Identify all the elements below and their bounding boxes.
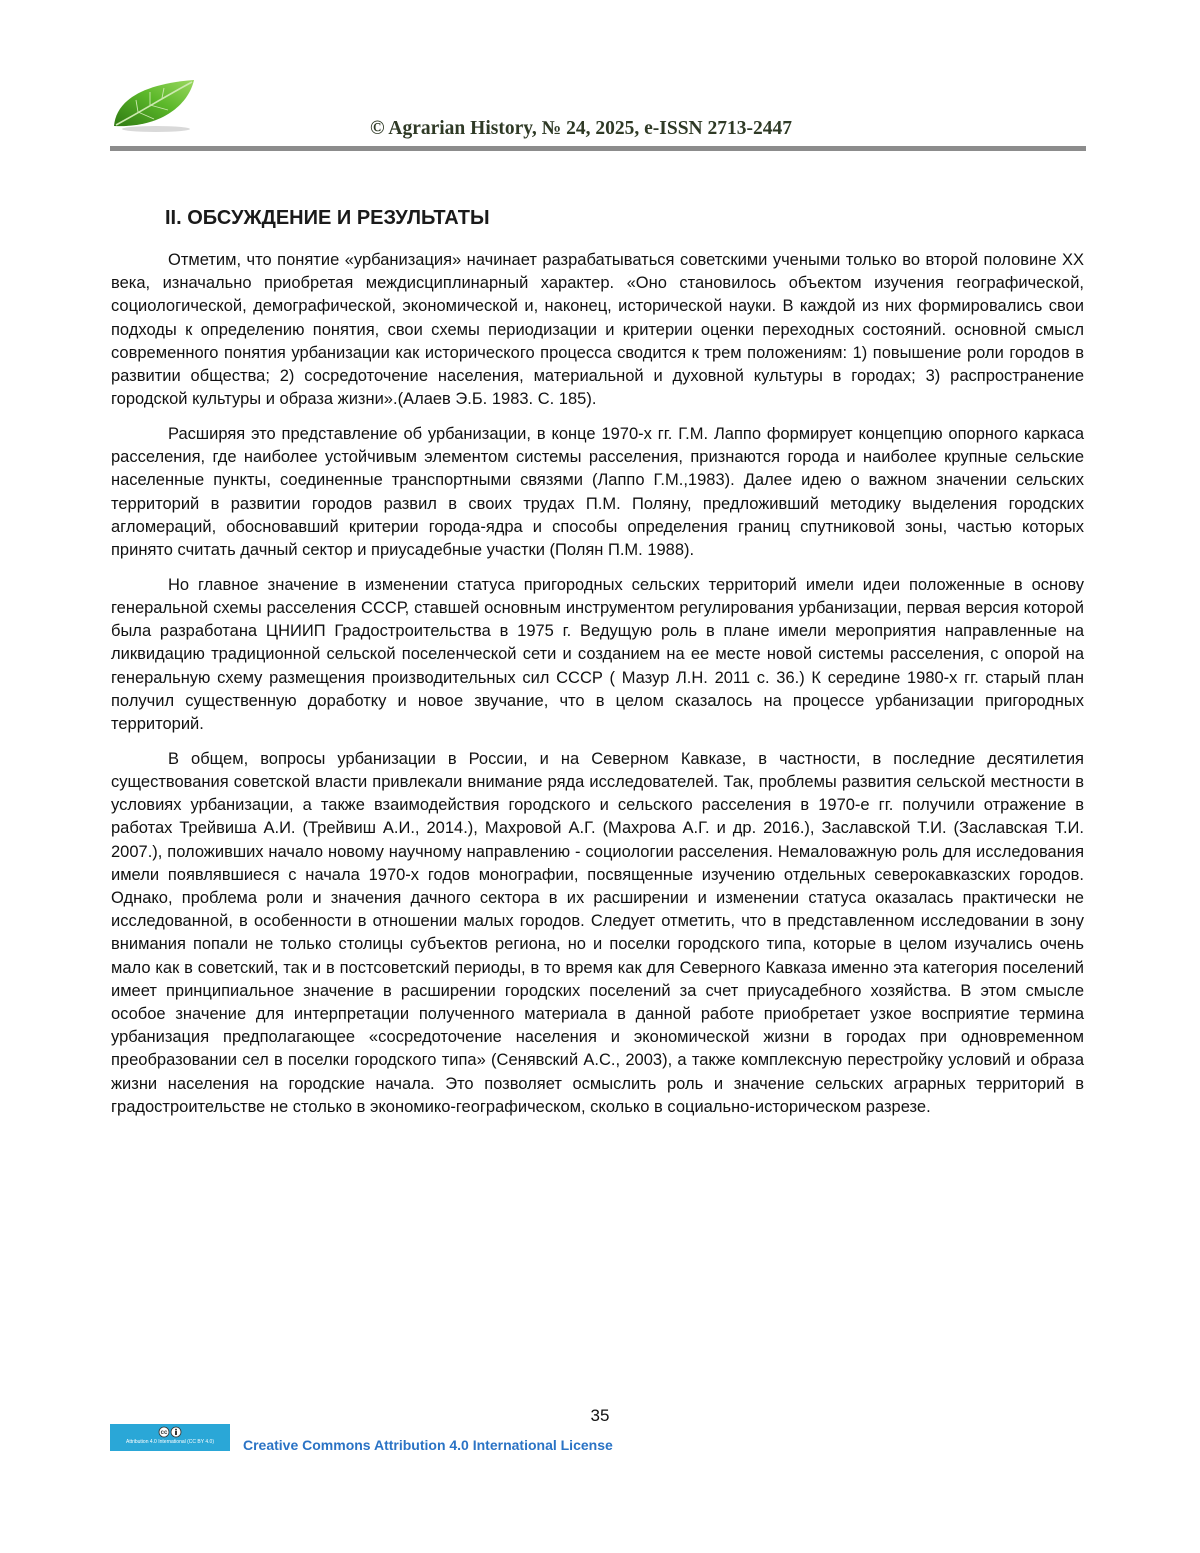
paragraph: Но главное значение в изменении статуса пригородных сельских территорий имели идеи положенные в основу генеральной схемы расселения СССР, ставшей основным инструментом регулирования урбанизации, первая версия которой была разработана ЦНИИП Градостроительства в 1975 г. Ведущую роль в плане имели мероприятия направленные на ликвидацию традиционной сельской поселенческой сети и созданием на ее месте новой системы расселения, с опорой на генеральную схему размещения производительных сил СССР ( Мазур Л.Н. 2011 с. 36.) К середине 1980-х гг. старый план получил существенную доработку и новое звучание, что в целом сказалось на процессе урбанизации пригородных территорий. [111,575,1084,734]
paragraph: Отметим, что понятие «урбанизация» начинает разрабатываться советскими учеными только во второй половине XX века, изначально приобретая междисциплинарный характер. «Оно становилось объектом изучения географической, социологической, демографической, экономической и, наконец, исторической науки. В каждой из них формировались свои подходы к определению понятия, свои схемы периодизации и критерии оценки переходных состояний. основной смысл современного понятия урбанизации как исторического процесса сводится к трем положениям: 1) повышение роли городов в развитии общества; 2) сосредоточение населения, материальной и духовной культуры в городах; 3) распространение городской культуры и образа жизни».(Алаев Э.Б. 1983. С. 185). [111,251,1084,409]
paragraph: Расширяя это представление об урбанизации, в конце 1970-х гг. Г.М. Лаппо формирует концепцию опорного каркаса расселения, где наиболее устойчивым элементом системы расселения, признаются города и наиболее крупные сельские населенные пункты, соединенные транспортными связями (Лаппо Г.М.,1983). Далее идею о важном значении сельских территорий в развитии городов развил в своих трудах П.М. Поляну, предложивший методику выделения городских агломераций, обосновавший критерии города-ядра и способы определения границ спутниковой зоны, частью которых принято считать дачный сектор и приусадебные участки (Полян П.М. 1988). [111,425,1084,560]
svg-text:cc: cc [160,1430,168,1437]
header-divider [110,146,1086,151]
page-header [110,72,1086,154]
paragraph: В общем, вопросы урбанизации в России, и на Северном Кавказе, в частности, в последние десятилетия существования советской власти привлекали внимание ряда исследователей. Так, проблемы развития сельской местности в условиях урбанизации, а также взаимодействия городского и сельского расселения в 1970-е гг. получили отражение в работах Трейвиша А.И. (Трейвиш А.И., 2014.), Махровой А.Г. (Махрова А.Г. и др. 2016.), Заславской Т.И. (Заславская Т.И. 2007.), положивших начало новому научному направлению - социологии расселения. Немаловажную роль для исследования имели появлявшиеся с начала 1970-х годов монографии, посвященные изучению отдельных северокавказских городов. Однако, проблема роли и значения дачного сектора в их расширении и изменении статуса оказалась практически не исследованной, в особенности в отношении малых городов. Следует отметить, что в представленном исследовании в зону внимания попали не только столицы субъектов региона, но и поселки городского типа, которые в целом изучались очень мало как в советский, так и в постсоветский периоды, в то время как для Северного Кавказа именно эта категория поселений имеет принципиальное значение в расширении городских поселений за счет приусадебного хозяйства. В этом смысле особое значение для интерпретации полученного материала в данной работе приобретает узкое восприятие термина урбанизация предполагающее «сосредоточение населения и экономической жизни в городах при одновременном преобразовании сел в поселки городского типа» (Сенявский А.С., 2003), а также комплексную перестройку условий и образа жизни населения на городские начала. Это позволяет осмыслить роль и значение сельских аграрных территорий в градостроительстве не столько в экономико-географическом, сколько в социально-историческом разрезе. [111,749,1084,1116]
article-body [111,249,1084,1131]
journal-title: © Agrarian History, № 24, 2025, e-ISSN 2713-2447 [370,118,792,139]
leaf-icon [110,76,198,132]
cc-license-badge[interactable] [110,1424,230,1451]
page-number: 35 [590,1406,610,1425]
creative-commons-icon [158,1426,182,1438]
cc-badge-text: Attribution 4.0 International (CC BY 4.0) [125,1439,214,1445]
section-title: II. ОБСУЖДЕНИЕ И РЕЗУЛЬТАТЫ [165,207,490,229]
license-link[interactable]: Creative Commons Attribution 4.0 International License [243,1437,613,1453]
